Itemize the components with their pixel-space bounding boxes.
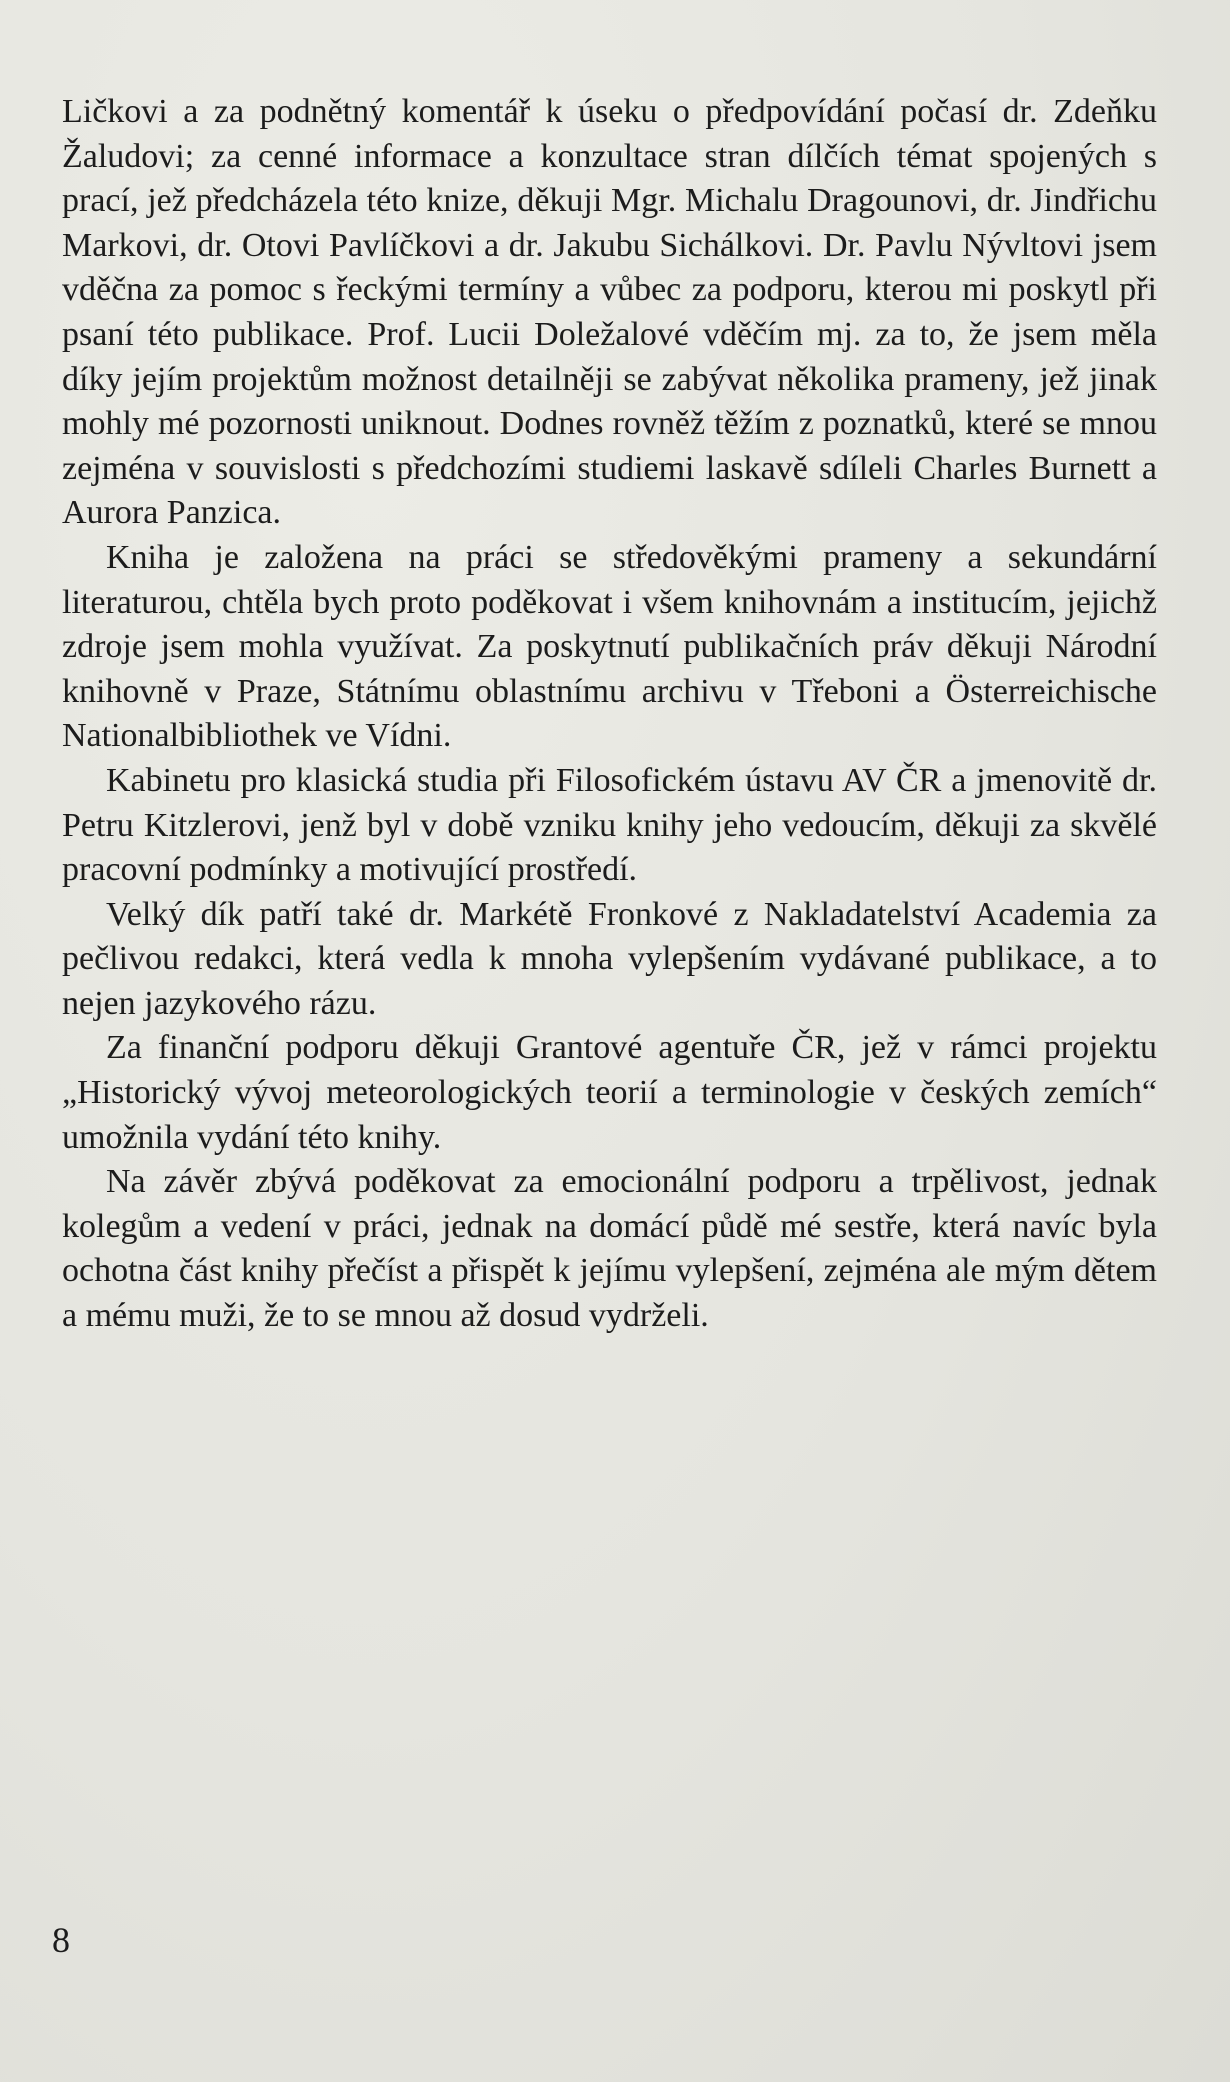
- paragraph-libraries: Kniha je založena na práci se středověkými prameny a sekundární literaturou, chtěla bych proto poděkovat i všem knihovnám a institucím, jejichž zdroje jsem mohla využívat. Za poskytnutí publikačních práv děkuji Národní knihovně v Praze, Státnímu oblastnímu archivu v Třeboni a Österreichische Nationalbibliothek ve Vídni.: [62, 538, 1157, 755]
- paragraph-family: Na závěr zbývá poděkovat za emocionální podporu a trpělivost, jednak kolegům a vedení v práci, jednak na domácí půdě mé sestře, která navíc byla ochotna část knihy přečíst a přispět k jejímu vylepšení, zejména ale mým dětem a mému muži, že to se mnou až dosud vydrželi.: [62, 1163, 1157, 1335]
- acknowledgements-text: [62, 90, 1157, 1339]
- paragraph-grant: Za finanční podporu děkuji Grantové agentuře ČR, jež v rámci projektu „Historický vývoj meteorologických teorií a terminologie v českých zemích“ umožnila vydání této knihy.: [62, 1029, 1157, 1156]
- page-number: 8: [52, 1920, 70, 1960]
- paragraph-cabinet: Kabinetu pro klasická studia při Filosofickém ústavu AV ČR a jmenovitě dr. Petru Kitzlerovi, jenž byl v době vzniku knihy jeho vedoucím, děkuji za skvělé pracovní podmínky a motivující prostředí.: [62, 761, 1157, 889]
- paragraph-continuation: Ličkovi a za podnětný komentář k úseku o předpovídání počasí dr. Zdeňku Žaludovi; za cenné informace a konzultace stran dílčích témat spojených s prací, jež předcházela této knize, děkuji Mgr. Michalu Dragounovi, dr. Jindřichu Markovi, dr. Otovi Pavlíčkovi a dr. Jakubu Sichálkovi. Dr. Pavlu Nývltovi jsem vděčna za pomoc s řeckými termíny a vůbec za podporu, kterou mi poskytl při psaní této publikace. Prof. Lucii Doležalové vděčím mj. za to, že jsem měla díky jejím projektům možnost detailněji se zabývat několika prameny, jež jinak mohly mé pozornosti uniknout. Dodnes rovněž těžím z poznatků, které se mnou zejména v souvislosti s předchozími studiemi laskavě sdíleli Charles Burnett a Aurora Panzica.: [62, 93, 1157, 532]
- paragraph-editor: Velký dík patří také dr. Markétě Fronkové z Nakladatelství Academia za pečlivou redakci, která vedla k mnoha vylepšením vydávané publikace, a to nejen jazykového rázu.: [62, 895, 1157, 1022]
